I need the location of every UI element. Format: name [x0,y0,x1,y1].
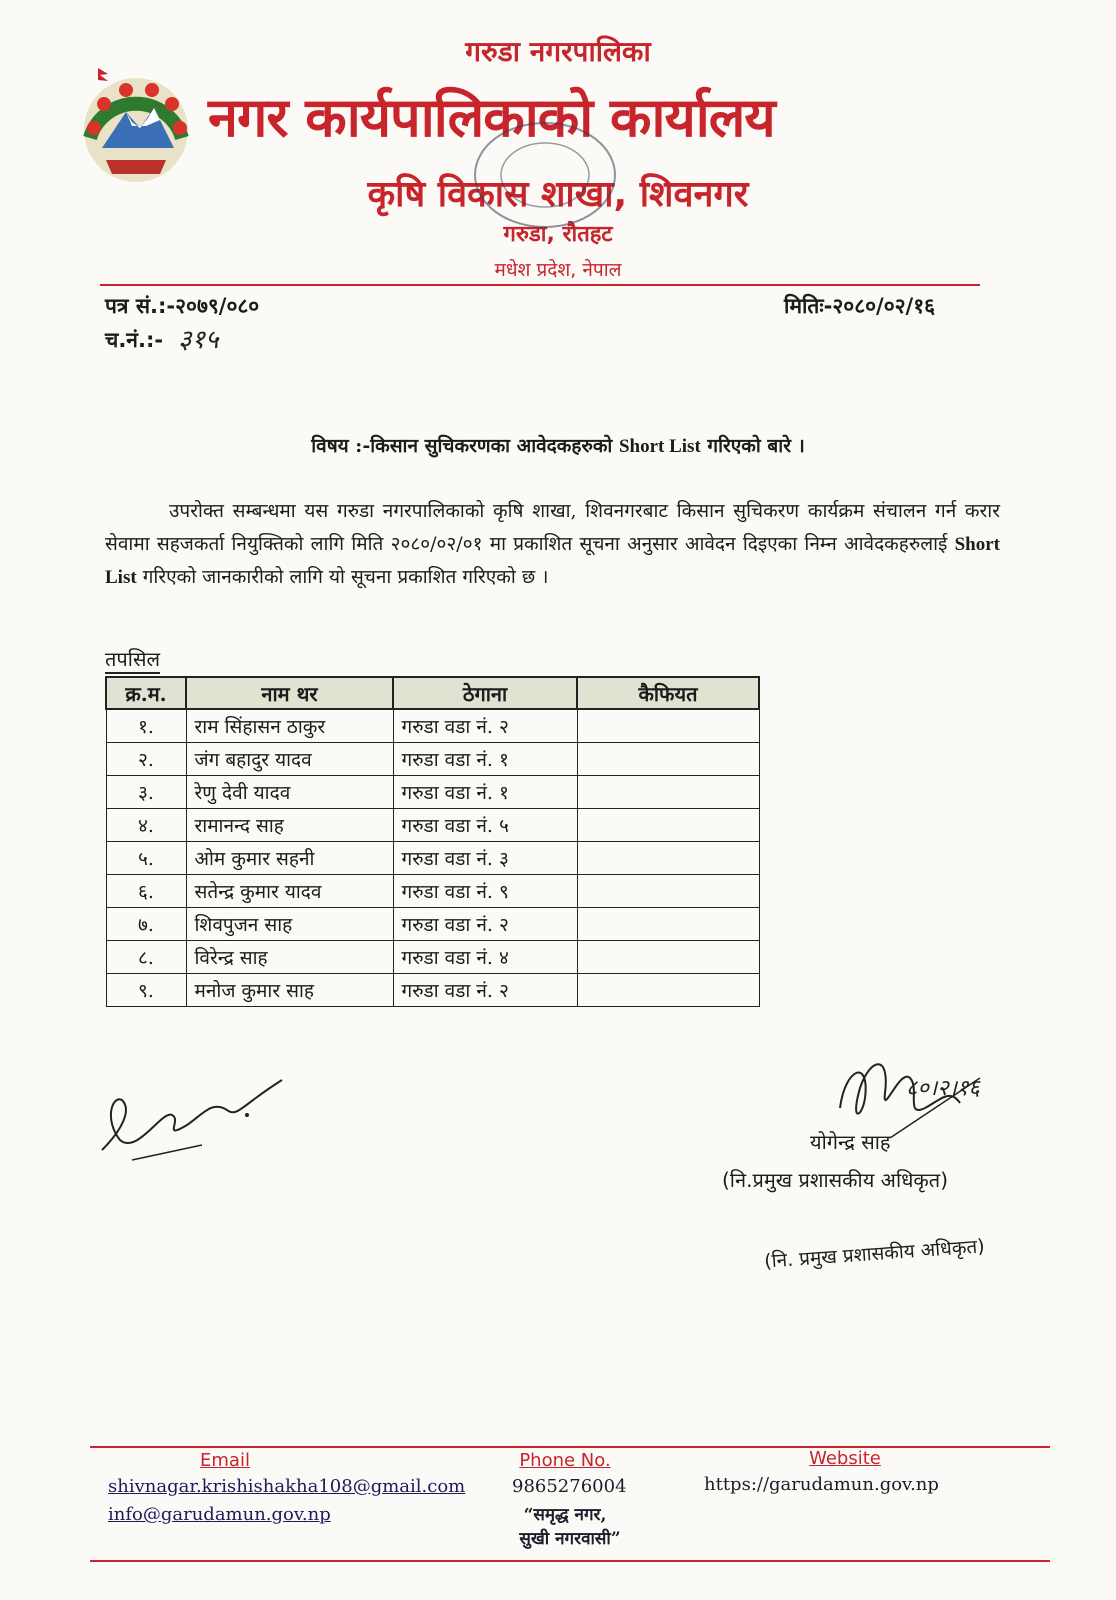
phone-number: 9865276004 [512,1476,627,1497]
table-row: ८. विरेन्द्र साह गरुडा वडा नं. ४ [106,941,759,974]
table-row: २. जंग बहादुर यादव गरुडा वडा नं. १ [106,743,759,776]
slogan-line-1: “समृद्ध नगर, [523,1505,607,1525]
column-header: ठेगाना [393,677,577,709]
header-divider [100,284,980,286]
table-caption: तपसिल [105,645,160,674]
website-link[interactable]: https://garudamun.gov.np [704,1474,939,1495]
branch-title: कृषि विकास शाखा, शिवनगर [367,174,749,215]
municipality-name: गरुडा नगरपालिका [465,35,651,68]
table-header-row [106,677,759,709]
letter-date: मितिः-२०८०/०२/१६ [784,294,936,318]
signatory-title: (नि.प्रमुख प्रशासकीय अधिकृत) [722,1168,948,1192]
table-row: ९. मनोज कुमार साह गरुडा वडा नं. २ [106,974,759,1007]
email-link-1[interactable]: shivnagar.krishishakha108@gmail.com [108,1476,466,1497]
table-row: ७. शिवपुजन साह गरुडा वडा नं. २ [106,908,759,941]
letter-number: पत्र सं.:-२०७९/०८० [105,294,260,318]
left-signature-icon [92,1070,292,1170]
slogan-line-2: सुखी नगरवासी” [519,1529,621,1549]
signatory-name: योगेन्द्र साह [810,1130,891,1154]
office-title: नगर कार्यपालिकाको कार्यालय [208,86,775,149]
website-label: Website [809,1448,881,1469]
email-label: Email [200,1450,250,1471]
stamp-title: (नि. प्रमुख प्रशासकीय अधिकृत) [763,1235,986,1273]
column-header: कैफियत [577,677,759,709]
table-row: ४. रामानन्द साह गरुडा वडा नं. ५ [106,809,759,842]
column-header: नाम थर [186,677,393,709]
signature-date: ८०।२।१६ [906,1076,980,1101]
dispatch-number: ३१५ [178,325,219,355]
office-stamp-icon [470,118,620,233]
table-row: ५. ओम कुमार सहनी गरुडा वडा नं. ३ [106,842,759,875]
footer-bottom-divider [90,1560,1050,1562]
dispatch-label: च.नं.:- [105,328,164,352]
table-row: १. राम सिंहासन ठाकुर गरुडा वडा नं. २ [106,709,759,743]
column-header: क्र.म. [106,677,186,709]
phone-label: Phone No. [519,1450,611,1471]
subject-line: विषय :-किसान सुचिकरणका आवेदकहरुको Short List गरिएको बारे । [311,435,805,457]
table-row: ३. रेणु देवी यादव गरुडा वडा नं. १ [106,776,759,809]
province-name: मधेश प्रदेश, नेपाल [494,259,622,281]
notice-body: उपरोक्त सम्बन्धमा यस गरुडा नगरपालिकाको कृषि शाखा, शिवनगरबाट किसान सुचिकरण कार्यक्रम संचालन गर्न करार सेवामा सहजकर्ता नियुक्तिको लागि मिति २०८०/०२/०१ मा प्रकाशित सूचना अनुसार आवेदन दिइएका निम्न आवेदकहरुलाई Short List गरिएको जानकारीको लागि यो सूचना प्रकाशित गरिएको छ । [105,500,1000,588]
city-name: गरुडा, रौतहट [503,222,613,247]
shortlist-table [105,676,760,1007]
footer-top-divider [90,1446,1050,1448]
email-link-2[interactable]: info@garudamun.gov.np [108,1504,331,1525]
table-row: ६. सतेन्द्र कुमार यादव गरुडा वडा नं. ९ [106,875,759,908]
